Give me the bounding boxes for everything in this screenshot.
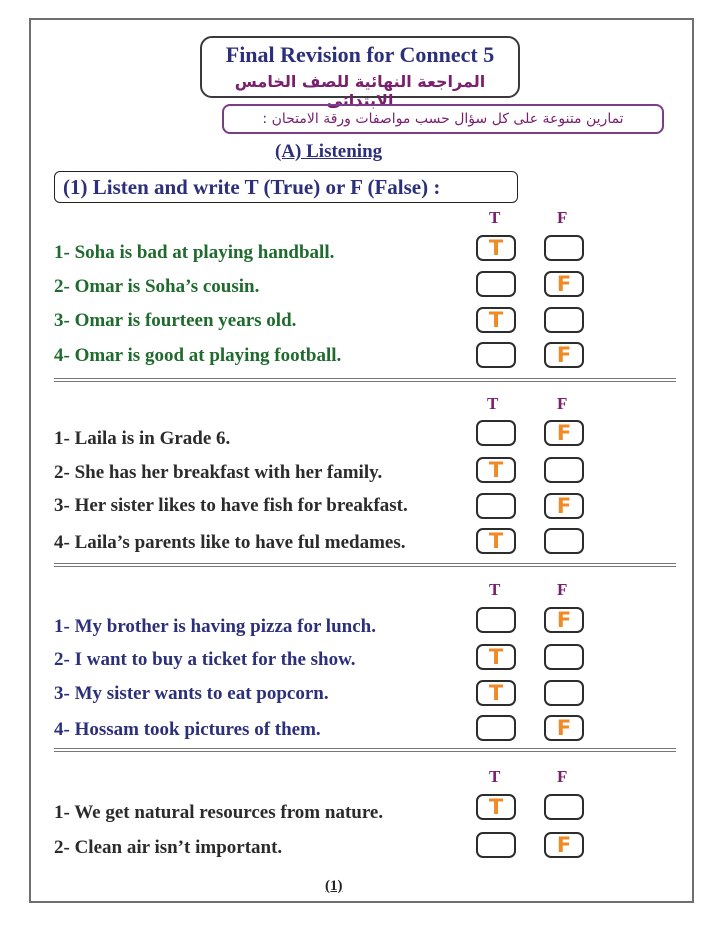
true-checkbox[interactable] <box>476 493 516 519</box>
section-divider <box>54 748 676 752</box>
false-column-label: F <box>557 767 568 786</box>
false-checkbox[interactable] <box>544 680 584 706</box>
true-checkbox[interactable]: T <box>476 307 516 333</box>
true-checkbox[interactable] <box>476 715 516 741</box>
true-checkbox[interactable] <box>476 271 516 297</box>
false-column-label: F <box>557 580 568 599</box>
statement: 2- I want to buy a ticket for the show. <box>54 649 356 670</box>
page-number: (1) <box>325 878 343 894</box>
false-column-label: F <box>557 394 568 413</box>
statement: 4- Laila’s parents like to have ful medames. <box>54 532 406 553</box>
false-checkbox[interactable] <box>544 794 584 820</box>
false-checkbox[interactable]: F <box>544 342 584 368</box>
statement: 2- Omar is Soha’s cousin. <box>54 276 260 297</box>
title-box <box>200 36 520 110</box>
section-heading: (A) Listening <box>275 141 383 162</box>
statement: 2- She has her breakfast with her family. <box>54 462 383 483</box>
statement: 1- Soha is bad at playing handball. <box>54 242 335 263</box>
false-checkbox[interactable] <box>544 235 584 261</box>
false-checkbox[interactable]: F <box>544 271 584 297</box>
true-column-label: T <box>489 767 501 786</box>
false-checkbox[interactable] <box>544 307 584 333</box>
true-checkbox[interactable]: T <box>476 794 516 820</box>
statement: 3- Omar is fourteen years old. <box>54 310 297 331</box>
true-checkbox[interactable] <box>476 342 516 368</box>
true-checkbox[interactable]: T <box>476 644 516 670</box>
true-checkbox[interactable] <box>476 832 516 858</box>
statement: 1- We get natural resources from nature. <box>54 802 384 823</box>
statement: 1- My brother is having pizza for lunch. <box>54 616 376 637</box>
true-checkbox[interactable]: T <box>476 680 516 706</box>
true-checkbox[interactable]: T <box>476 528 516 554</box>
false-checkbox[interactable]: F <box>544 493 584 519</box>
true-column-label: T <box>487 394 499 413</box>
false-checkbox[interactable] <box>544 528 584 554</box>
true-column-label: T <box>489 580 501 599</box>
section-divider <box>54 378 676 382</box>
false-column-label: F <box>557 208 568 227</box>
true-checkbox[interactable]: T <box>476 457 516 483</box>
false-checkbox[interactable] <box>544 644 584 670</box>
statement: 3- My sister wants to eat popcorn. <box>54 683 329 704</box>
question-title: (1) Listen and write T (True) or F (False) : <box>54 171 518 203</box>
page-title-arabic: المراجعة النهائية للصف الخامس الابتدائى <box>234 72 486 110</box>
true-column-label: T <box>489 208 501 227</box>
statement: 4- Hossam took pictures of them. <box>54 719 321 740</box>
true-checkbox[interactable] <box>476 607 516 633</box>
false-checkbox[interactable]: F <box>544 832 584 858</box>
statement: 2- Clean air isn’t important. <box>54 837 283 858</box>
true-checkbox[interactable]: T <box>476 235 516 261</box>
statement: 4- Omar is good at playing football. <box>54 345 342 366</box>
false-checkbox[interactable]: F <box>544 607 584 633</box>
page-title: Final Revision for Connect 5 <box>225 42 495 67</box>
false-checkbox[interactable] <box>544 457 584 483</box>
statement: 1- Laila is in Grade 6. <box>54 428 231 449</box>
section-divider <box>54 563 676 567</box>
true-checkbox[interactable] <box>476 420 516 446</box>
subtitle-box: تمارين متنوعة على كل سؤال حسب مواصفات ورقة الامتحان : <box>222 104 664 134</box>
false-checkbox[interactable]: F <box>544 420 584 446</box>
false-checkbox[interactable]: F <box>544 715 584 741</box>
statement: 3- Her sister likes to have fish for breakfast. <box>54 495 408 516</box>
